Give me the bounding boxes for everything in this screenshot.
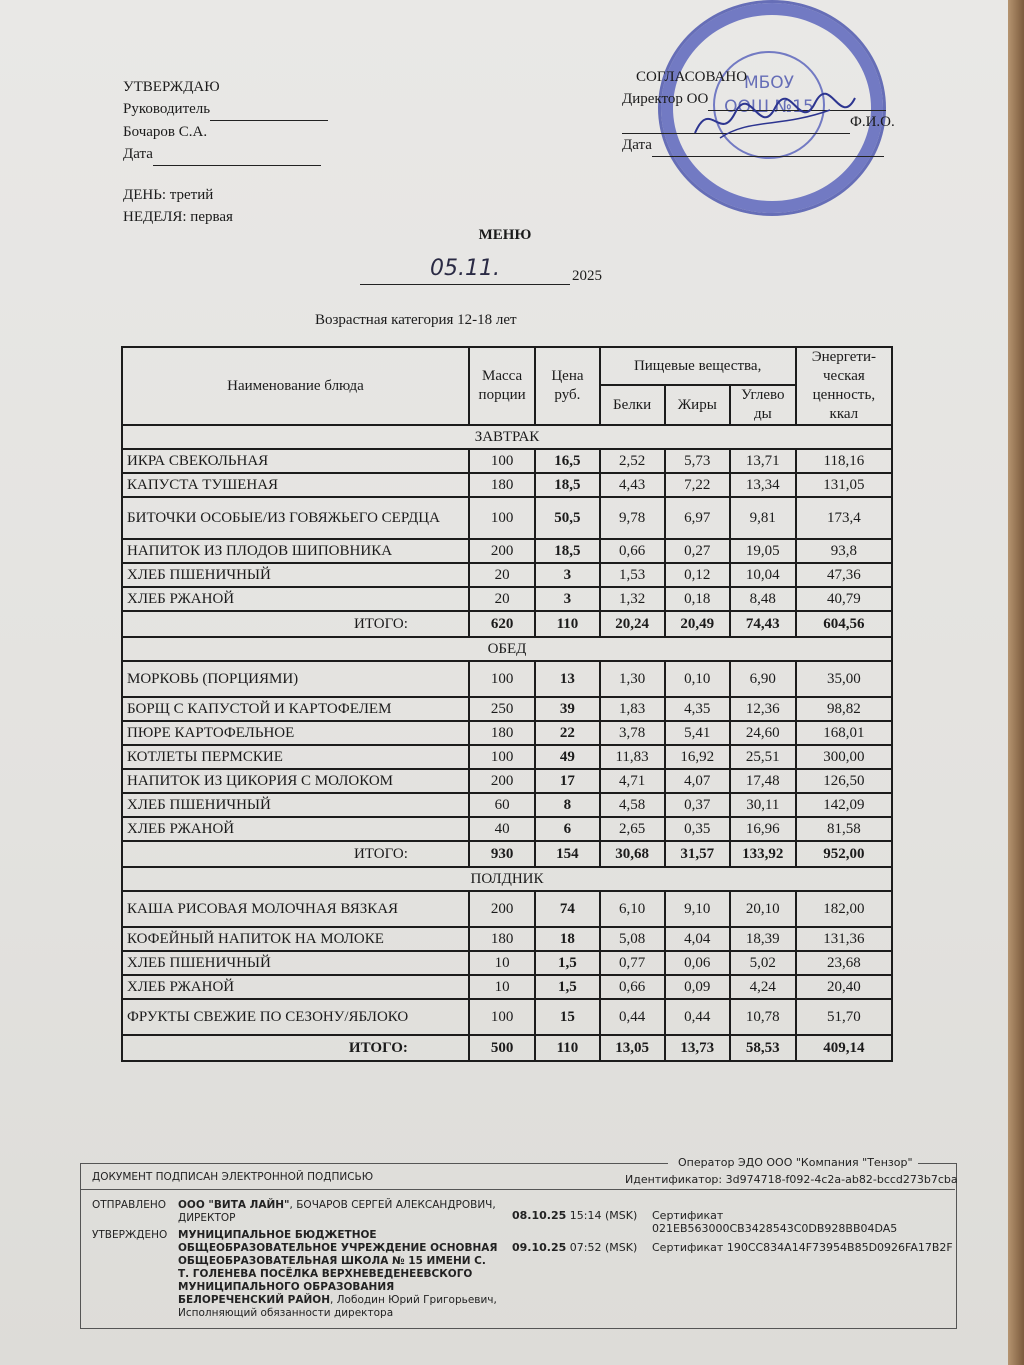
dish-price: 74 bbox=[535, 891, 599, 927]
dish-kcal: 131,36 bbox=[796, 927, 892, 951]
section-row bbox=[122, 867, 892, 891]
dish-price: 16,5 bbox=[535, 449, 599, 473]
approved-date: 09.10.25 bbox=[512, 1241, 567, 1254]
dish-kcal: 98,82 bbox=[796, 697, 892, 721]
total-carbs: 58,53 bbox=[730, 1035, 796, 1061]
total-row bbox=[122, 841, 892, 867]
handwritten-signature bbox=[690, 88, 860, 141]
dish-price: 3 bbox=[535, 587, 599, 611]
dish-fats: 4,04 bbox=[665, 927, 730, 951]
header-fats: Жиры bbox=[665, 385, 730, 425]
table-row bbox=[122, 497, 892, 539]
total-row bbox=[122, 1035, 892, 1061]
dish-mass: 40 bbox=[469, 817, 535, 841]
table-row bbox=[122, 817, 892, 841]
agree-role: Директор ОО bbox=[622, 91, 709, 107]
dish-name: НАПИТОК ИЗ ПЛОДОВ ШИПОВНИКА bbox=[122, 539, 469, 563]
approve-name: Бочаров С.А. bbox=[123, 124, 208, 140]
approved-org: МУНИЦИПАЛЬНОЕ БЮДЖЕТНОЕ ОБЩЕОБРАЗОВАТЕЛЬНОЕ УЧРЕЖДЕНИЕ ОСНОВНАЯ ОБЩЕОБРАЗОВАТЕЛЬНАЯ ШКОЛА № 15 ИМЕНИ С. Т. ГОЛЕНЕВА ПОСЁЛКА ВЕРХНЕВЕДЕНЕЕВСКОГО МУНИЦИПАЛЬНОГО ОБРАЗОВАНИЯ БЕЛОРЕЧЕНСКИЙ РАЙОН bbox=[178, 1229, 498, 1306]
esign-top-line-left bbox=[80, 1163, 668, 1164]
total-price: 110 bbox=[535, 611, 599, 637]
table-row bbox=[122, 587, 892, 611]
sent-datetime bbox=[512, 1209, 637, 1222]
sent-label: ОТПРАВЛЕНО bbox=[92, 1199, 166, 1211]
section-title: ПОЛДНИК bbox=[122, 867, 892, 891]
total-fats: 20,49 bbox=[665, 611, 730, 637]
total-carbs: 74,43 bbox=[730, 611, 796, 637]
dish-mass: 20 bbox=[469, 563, 535, 587]
header-nutrients: Пищевые вещества, bbox=[600, 347, 796, 385]
dish-carbs: 4,24 bbox=[730, 975, 796, 999]
total-kcal: 952,00 bbox=[796, 841, 892, 867]
sent-party bbox=[178, 1199, 498, 1225]
approved-time: 07:52 (MSK) bbox=[566, 1241, 638, 1254]
total-price: 154 bbox=[535, 841, 599, 867]
total-label: ИТОГО: bbox=[122, 841, 469, 867]
dish-proteins: 4,43 bbox=[600, 473, 665, 497]
approved-party bbox=[178, 1229, 498, 1320]
agree-title: СОГЛАСОВАНО bbox=[636, 69, 748, 85]
dish-carbs: 19,05 bbox=[730, 539, 796, 563]
agree-fio: Ф.И.О. bbox=[850, 114, 895, 130]
dish-kcal: 118,16 bbox=[796, 449, 892, 473]
dish-proteins: 4,58 bbox=[600, 793, 665, 817]
dish-name: МОРКОВЬ (ПОРЦИЯМИ) bbox=[122, 661, 469, 697]
dish-name: КОТЛЕТЫ ПЕРМСКИЕ bbox=[122, 745, 469, 769]
dish-price: 18 bbox=[535, 927, 599, 951]
dish-carbs: 12,36 bbox=[730, 697, 796, 721]
dish-kcal: 20,40 bbox=[796, 975, 892, 999]
dish-carbs: 17,48 bbox=[730, 769, 796, 793]
dish-kcal: 81,58 bbox=[796, 817, 892, 841]
dish-price: 18,5 bbox=[535, 539, 599, 563]
table-surface bbox=[1008, 0, 1024, 1365]
dish-carbs: 9,81 bbox=[730, 497, 796, 539]
dish-proteins: 9,78 bbox=[600, 497, 665, 539]
dish-mass: 250 bbox=[469, 697, 535, 721]
dish-kcal: 168,01 bbox=[796, 721, 892, 745]
dish-name: ХЛЕБ РЖАНОЙ bbox=[122, 587, 469, 611]
dish-kcal: 93,8 bbox=[796, 539, 892, 563]
total-proteins: 20,24 bbox=[600, 611, 665, 637]
dish-fats: 0,18 bbox=[665, 587, 730, 611]
dish-mass: 100 bbox=[469, 497, 535, 539]
dish-fats: 0,10 bbox=[665, 661, 730, 697]
total-fats: 13,73 bbox=[665, 1035, 730, 1061]
dish-mass: 100 bbox=[469, 661, 535, 697]
dish-fats: 4,07 bbox=[665, 769, 730, 793]
header-energy: Энергети-ческая ценность, ккал bbox=[796, 347, 892, 425]
total-kcal: 409,14 bbox=[796, 1035, 892, 1061]
sent-certificate: Сертификат 021EB563000CB3428543C0DB928BB04DA5 bbox=[652, 1209, 898, 1235]
dish-name: НАПИТОК ИЗ ЦИКОРИЯ С МОЛОКОМ bbox=[122, 769, 469, 793]
dish-fats: 6,97 bbox=[665, 497, 730, 539]
dish-proteins: 2,65 bbox=[600, 817, 665, 841]
section-row bbox=[122, 637, 892, 661]
total-price: 110 bbox=[535, 1035, 599, 1061]
dish-kcal: 173,4 bbox=[796, 497, 892, 539]
dish-mass: 100 bbox=[469, 745, 535, 769]
dish-carbs: 16,96 bbox=[730, 817, 796, 841]
dish-kcal: 182,00 bbox=[796, 891, 892, 927]
dish-proteins: 0,44 bbox=[600, 999, 665, 1035]
dish-kcal: 142,09 bbox=[796, 793, 892, 817]
dish-carbs: 20,10 bbox=[730, 891, 796, 927]
dish-fats: 0,09 bbox=[665, 975, 730, 999]
dish-proteins: 6,10 bbox=[600, 891, 665, 927]
total-fats: 31,57 bbox=[665, 841, 730, 867]
dish-proteins: 0,66 bbox=[600, 539, 665, 563]
dish-price: 8 bbox=[535, 793, 599, 817]
total-kcal: 604,56 bbox=[796, 611, 892, 637]
table-row bbox=[122, 449, 892, 473]
dish-name: БОРЩ С КАПУСТОЙ И КАРТОФЕЛЕМ bbox=[122, 697, 469, 721]
week-label: НЕДЕЛЯ: первая bbox=[123, 209, 233, 225]
approve-role-row bbox=[123, 98, 328, 121]
sent-date: 08.10.25 bbox=[512, 1209, 567, 1222]
dish-price: 1,5 bbox=[535, 975, 599, 999]
dish-mass: 10 bbox=[469, 951, 535, 975]
dish-fats: 0,35 bbox=[665, 817, 730, 841]
dish-fats: 0,12 bbox=[665, 563, 730, 587]
dish-proteins: 3,78 bbox=[600, 721, 665, 745]
approve-date-line bbox=[153, 143, 321, 166]
approved-label: УТВЕРЖДЕНО bbox=[92, 1229, 168, 1241]
dish-kcal: 40,79 bbox=[796, 587, 892, 611]
esign-identifier: Идентификатор: 3d974718-f092-4c2a-ab82-bccd273b7cba bbox=[625, 1173, 958, 1186]
menu-table bbox=[121, 346, 893, 1062]
header-name: Наименование блюда bbox=[122, 347, 469, 425]
dish-proteins: 1,32 bbox=[600, 587, 665, 611]
sent-person: , БОЧАРОВ СЕРГЕЙ АЛЕКСАНДРОВИЧ, ДИРЕКТОР bbox=[178, 1199, 496, 1224]
table-row bbox=[122, 793, 892, 817]
dish-kcal: 23,68 bbox=[796, 951, 892, 975]
approved-datetime bbox=[512, 1241, 637, 1254]
sent-org: ООО "ВИТА ЛАЙН" bbox=[178, 1199, 290, 1211]
agree-date-label: Дата bbox=[622, 137, 652, 153]
electronic-signature-block bbox=[80, 1153, 960, 1333]
dish-proteins: 1,83 bbox=[600, 697, 665, 721]
dish-price: 39 bbox=[535, 697, 599, 721]
total-row bbox=[122, 611, 892, 637]
esign-separator bbox=[80, 1189, 955, 1190]
table-row bbox=[122, 697, 892, 721]
dish-fats: 5,41 bbox=[665, 721, 730, 745]
dish-proteins: 0,66 bbox=[600, 975, 665, 999]
table-row bbox=[122, 769, 892, 793]
table-row bbox=[122, 661, 892, 697]
age-category: Возрастная категория 12-18 лет bbox=[315, 312, 517, 328]
dish-proteins: 5,08 bbox=[600, 927, 665, 951]
stamp-line-1: МБОУ bbox=[743, 73, 795, 93]
dish-fats: 4,35 bbox=[665, 697, 730, 721]
dish-carbs: 6,90 bbox=[730, 661, 796, 697]
header-carbs: Углево ды bbox=[730, 385, 796, 425]
table-row bbox=[122, 721, 892, 745]
dish-proteins: 1,53 bbox=[600, 563, 665, 587]
dish-carbs: 30,11 bbox=[730, 793, 796, 817]
dish-proteins: 1,30 bbox=[600, 661, 665, 697]
total-carbs: 133,92 bbox=[730, 841, 796, 867]
dish-name: ИКРА СВЕКОЛЬНАЯ bbox=[122, 449, 469, 473]
dish-price: 15 bbox=[535, 999, 599, 1035]
approve-title: УТВЕРЖДАЮ bbox=[123, 79, 220, 95]
stamp-line-2: ООШ №15 bbox=[724, 97, 814, 117]
dish-proteins: 4,71 bbox=[600, 769, 665, 793]
dish-carbs: 10,04 bbox=[730, 563, 796, 587]
sent-time: 15:14 (MSK) bbox=[566, 1209, 638, 1222]
dish-mass: 180 bbox=[469, 927, 535, 951]
dish-name: ХЛЕБ РЖАНОЙ bbox=[122, 975, 469, 999]
total-proteins: 13,05 bbox=[600, 1035, 665, 1061]
dish-carbs: 13,71 bbox=[730, 449, 796, 473]
total-label: ИТОГО: bbox=[122, 611, 469, 637]
approved-certificate: Сертификат 190CC834A14F73954B85D0926FA17B2F bbox=[652, 1241, 953, 1254]
dish-kcal: 131,05 bbox=[796, 473, 892, 497]
dish-carbs: 18,39 bbox=[730, 927, 796, 951]
dish-mass: 180 bbox=[469, 473, 535, 497]
total-label: ИТОГО: bbox=[122, 1035, 469, 1061]
dish-mass: 200 bbox=[469, 769, 535, 793]
dish-kcal: 51,70 bbox=[796, 999, 892, 1035]
header-proteins: Белки bbox=[600, 385, 665, 425]
header-price: Цена руб. bbox=[535, 347, 599, 425]
dish-carbs: 5,02 bbox=[730, 951, 796, 975]
section-title: ОБЕД bbox=[122, 637, 892, 661]
dish-name: ХЛЕБ ПШЕНИЧНЫЙ bbox=[122, 563, 469, 587]
dish-name: КАША РИСОВАЯ МОЛОЧНАЯ ВЯЗКАЯ bbox=[122, 891, 469, 927]
dish-name: ХЛЕБ РЖАНОЙ bbox=[122, 817, 469, 841]
dish-proteins: 0,77 bbox=[600, 951, 665, 975]
dish-name: БИТОЧКИ ОСОБЫЕ/ИЗ ГОВЯЖЬЕГО СЕРДЦА bbox=[122, 497, 469, 539]
esign-top-line-right bbox=[918, 1163, 956, 1164]
total-mass: 500 bbox=[469, 1035, 535, 1061]
dish-carbs: 13,34 bbox=[730, 473, 796, 497]
menu-body bbox=[122, 425, 892, 1061]
table-row bbox=[122, 927, 892, 951]
dish-name: ХЛЕБ ПШЕНИЧНЫЙ bbox=[122, 951, 469, 975]
table-row bbox=[122, 745, 892, 769]
approve-date-row bbox=[123, 143, 328, 166]
table-row bbox=[122, 891, 892, 927]
dish-mass: 10 bbox=[469, 975, 535, 999]
dish-carbs: 25,51 bbox=[730, 745, 796, 769]
dish-price: 18,5 bbox=[535, 473, 599, 497]
dish-fats: 0,27 bbox=[665, 539, 730, 563]
dish-price: 3 bbox=[535, 563, 599, 587]
dish-fats: 16,92 bbox=[665, 745, 730, 769]
dish-fats: 5,73 bbox=[665, 449, 730, 473]
day-label: ДЕНЬ: третий bbox=[123, 187, 214, 203]
esign-operator: Оператор ЭДО ООО "Компания "Тензор" bbox=[678, 1156, 913, 1169]
approved-person: , Лободин Юрий Григорьевич, Исполняющий обязанности директора bbox=[178, 1294, 497, 1319]
dish-price: 17 bbox=[535, 769, 599, 793]
dish-name: КОФЕЙНЫЙ НАПИТОК НА МОЛОКЕ bbox=[122, 927, 469, 951]
dish-price: 13 bbox=[535, 661, 599, 697]
section-row bbox=[122, 425, 892, 449]
dish-name: ФРУКТЫ СВЕЖИЕ ПО СЕЗОНУ/ЯБЛОКО bbox=[122, 999, 469, 1035]
dish-fats: 7,22 bbox=[665, 473, 730, 497]
table-row bbox=[122, 473, 892, 497]
table-row bbox=[122, 951, 892, 975]
dish-fats: 0,44 bbox=[665, 999, 730, 1035]
table-header-row bbox=[122, 347, 892, 385]
dish-proteins: 11,83 bbox=[600, 745, 665, 769]
dish-mass: 180 bbox=[469, 721, 535, 745]
dish-name: КАПУСТА ТУШЕНАЯ bbox=[122, 473, 469, 497]
approve-role: Руководитель bbox=[123, 101, 211, 117]
dish-price: 22 bbox=[535, 721, 599, 745]
signature-scribble bbox=[690, 88, 860, 148]
dish-name: ПЮРЕ КАРТОФЕЛЬНОЕ bbox=[122, 721, 469, 745]
approve-signature-line bbox=[210, 98, 328, 121]
dish-carbs: 8,48 bbox=[730, 587, 796, 611]
dish-kcal: 300,00 bbox=[796, 745, 892, 769]
menu-year: 2025 bbox=[572, 268, 602, 284]
dish-fats: 0,37 bbox=[665, 793, 730, 817]
dish-mass: 60 bbox=[469, 793, 535, 817]
table-row bbox=[122, 975, 892, 999]
table-row bbox=[122, 539, 892, 563]
dish-mass: 200 bbox=[469, 539, 535, 563]
dish-kcal: 126,50 bbox=[796, 769, 892, 793]
section-title: ЗАВТРАК bbox=[122, 425, 892, 449]
total-proteins: 30,68 bbox=[600, 841, 665, 867]
dish-mass: 20 bbox=[469, 587, 535, 611]
dish-carbs: 24,60 bbox=[730, 721, 796, 745]
dish-price: 49 bbox=[535, 745, 599, 769]
dish-kcal: 47,36 bbox=[796, 563, 892, 587]
dish-mass: 100 bbox=[469, 999, 535, 1035]
dish-price: 50,5 bbox=[535, 497, 599, 539]
dish-mass: 100 bbox=[469, 449, 535, 473]
approve-date-label: Дата bbox=[123, 146, 153, 162]
approve-block bbox=[123, 76, 328, 228]
dish-mass: 200 bbox=[469, 891, 535, 927]
dish-price: 1,5 bbox=[535, 951, 599, 975]
dish-price: 6 bbox=[535, 817, 599, 841]
dish-proteins: 2,52 bbox=[600, 449, 665, 473]
header-mass: Масса порции bbox=[469, 347, 535, 425]
menu-date-handwritten: 05.11. bbox=[360, 256, 570, 285]
dish-fats: 0,06 bbox=[665, 951, 730, 975]
table-row bbox=[122, 999, 892, 1035]
total-mass: 930 bbox=[469, 841, 535, 867]
table-row bbox=[122, 563, 892, 587]
dish-name: ХЛЕБ ПШЕНИЧНЫЙ bbox=[122, 793, 469, 817]
total-mass: 620 bbox=[469, 611, 535, 637]
dish-carbs: 10,78 bbox=[730, 999, 796, 1035]
esign-header: ДОКУМЕНТ ПОДПИСАН ЭЛЕКТРОННОЙ ПОДПИСЬЮ bbox=[92, 1171, 374, 1183]
dish-fats: 9,10 bbox=[665, 891, 730, 927]
document-title: МЕНЮ bbox=[478, 227, 532, 243]
dish-kcal: 35,00 bbox=[796, 661, 892, 697]
